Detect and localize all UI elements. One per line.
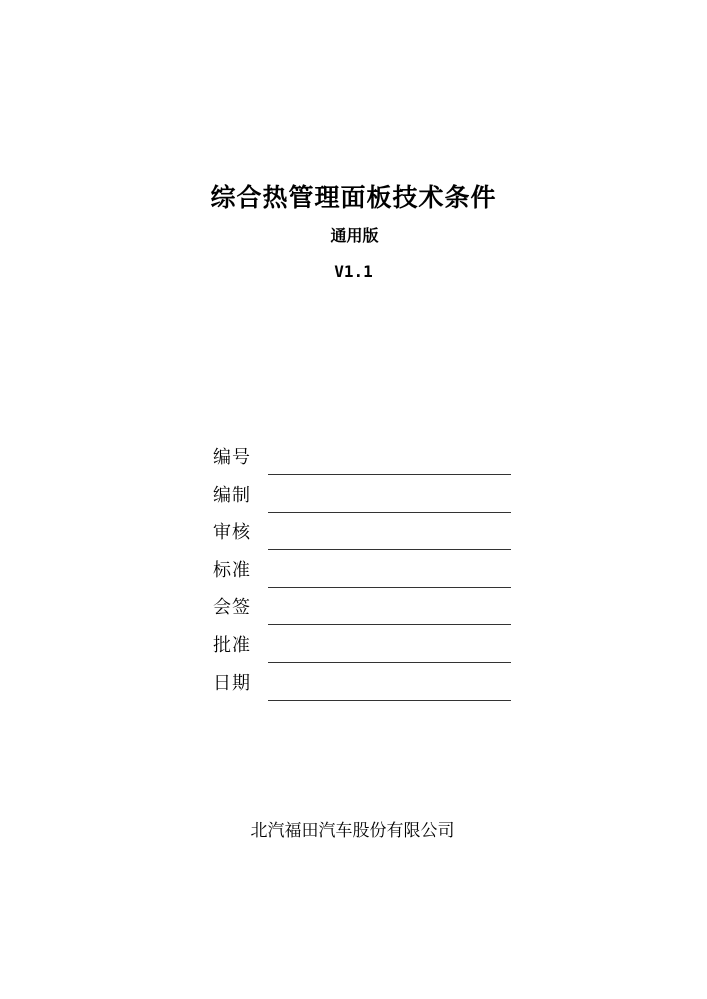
form-row-number (213, 438, 513, 476)
form-label-date: 日期 (213, 672, 251, 694)
form-row-date (213, 664, 513, 702)
form-row-countersign (213, 588, 513, 626)
document-title: 综合热管理面板技术条件 (210, 183, 497, 212)
form-label-countersign: 会签 (213, 597, 251, 619)
form-row-reviewed (213, 513, 513, 551)
form-label-approved: 批准 (213, 634, 251, 656)
document-version: V1.1 (334, 262, 373, 281)
form-label-number: 编号 (213, 447, 251, 468)
form-row-standard (213, 551, 513, 589)
document-subtitle: 通用版 (330, 226, 379, 245)
signature-form (213, 438, 513, 701)
company-name: 北汽福田汽车股份有限公司 (250, 821, 455, 841)
form-label-standard: 标准 (213, 559, 251, 581)
form-label-reviewed: 审核 (213, 522, 251, 544)
form-row-approved (213, 626, 513, 664)
form-row-prepared (213, 476, 513, 514)
form-line-date (268, 700, 511, 701)
form-label-prepared: 编制 (213, 484, 251, 506)
